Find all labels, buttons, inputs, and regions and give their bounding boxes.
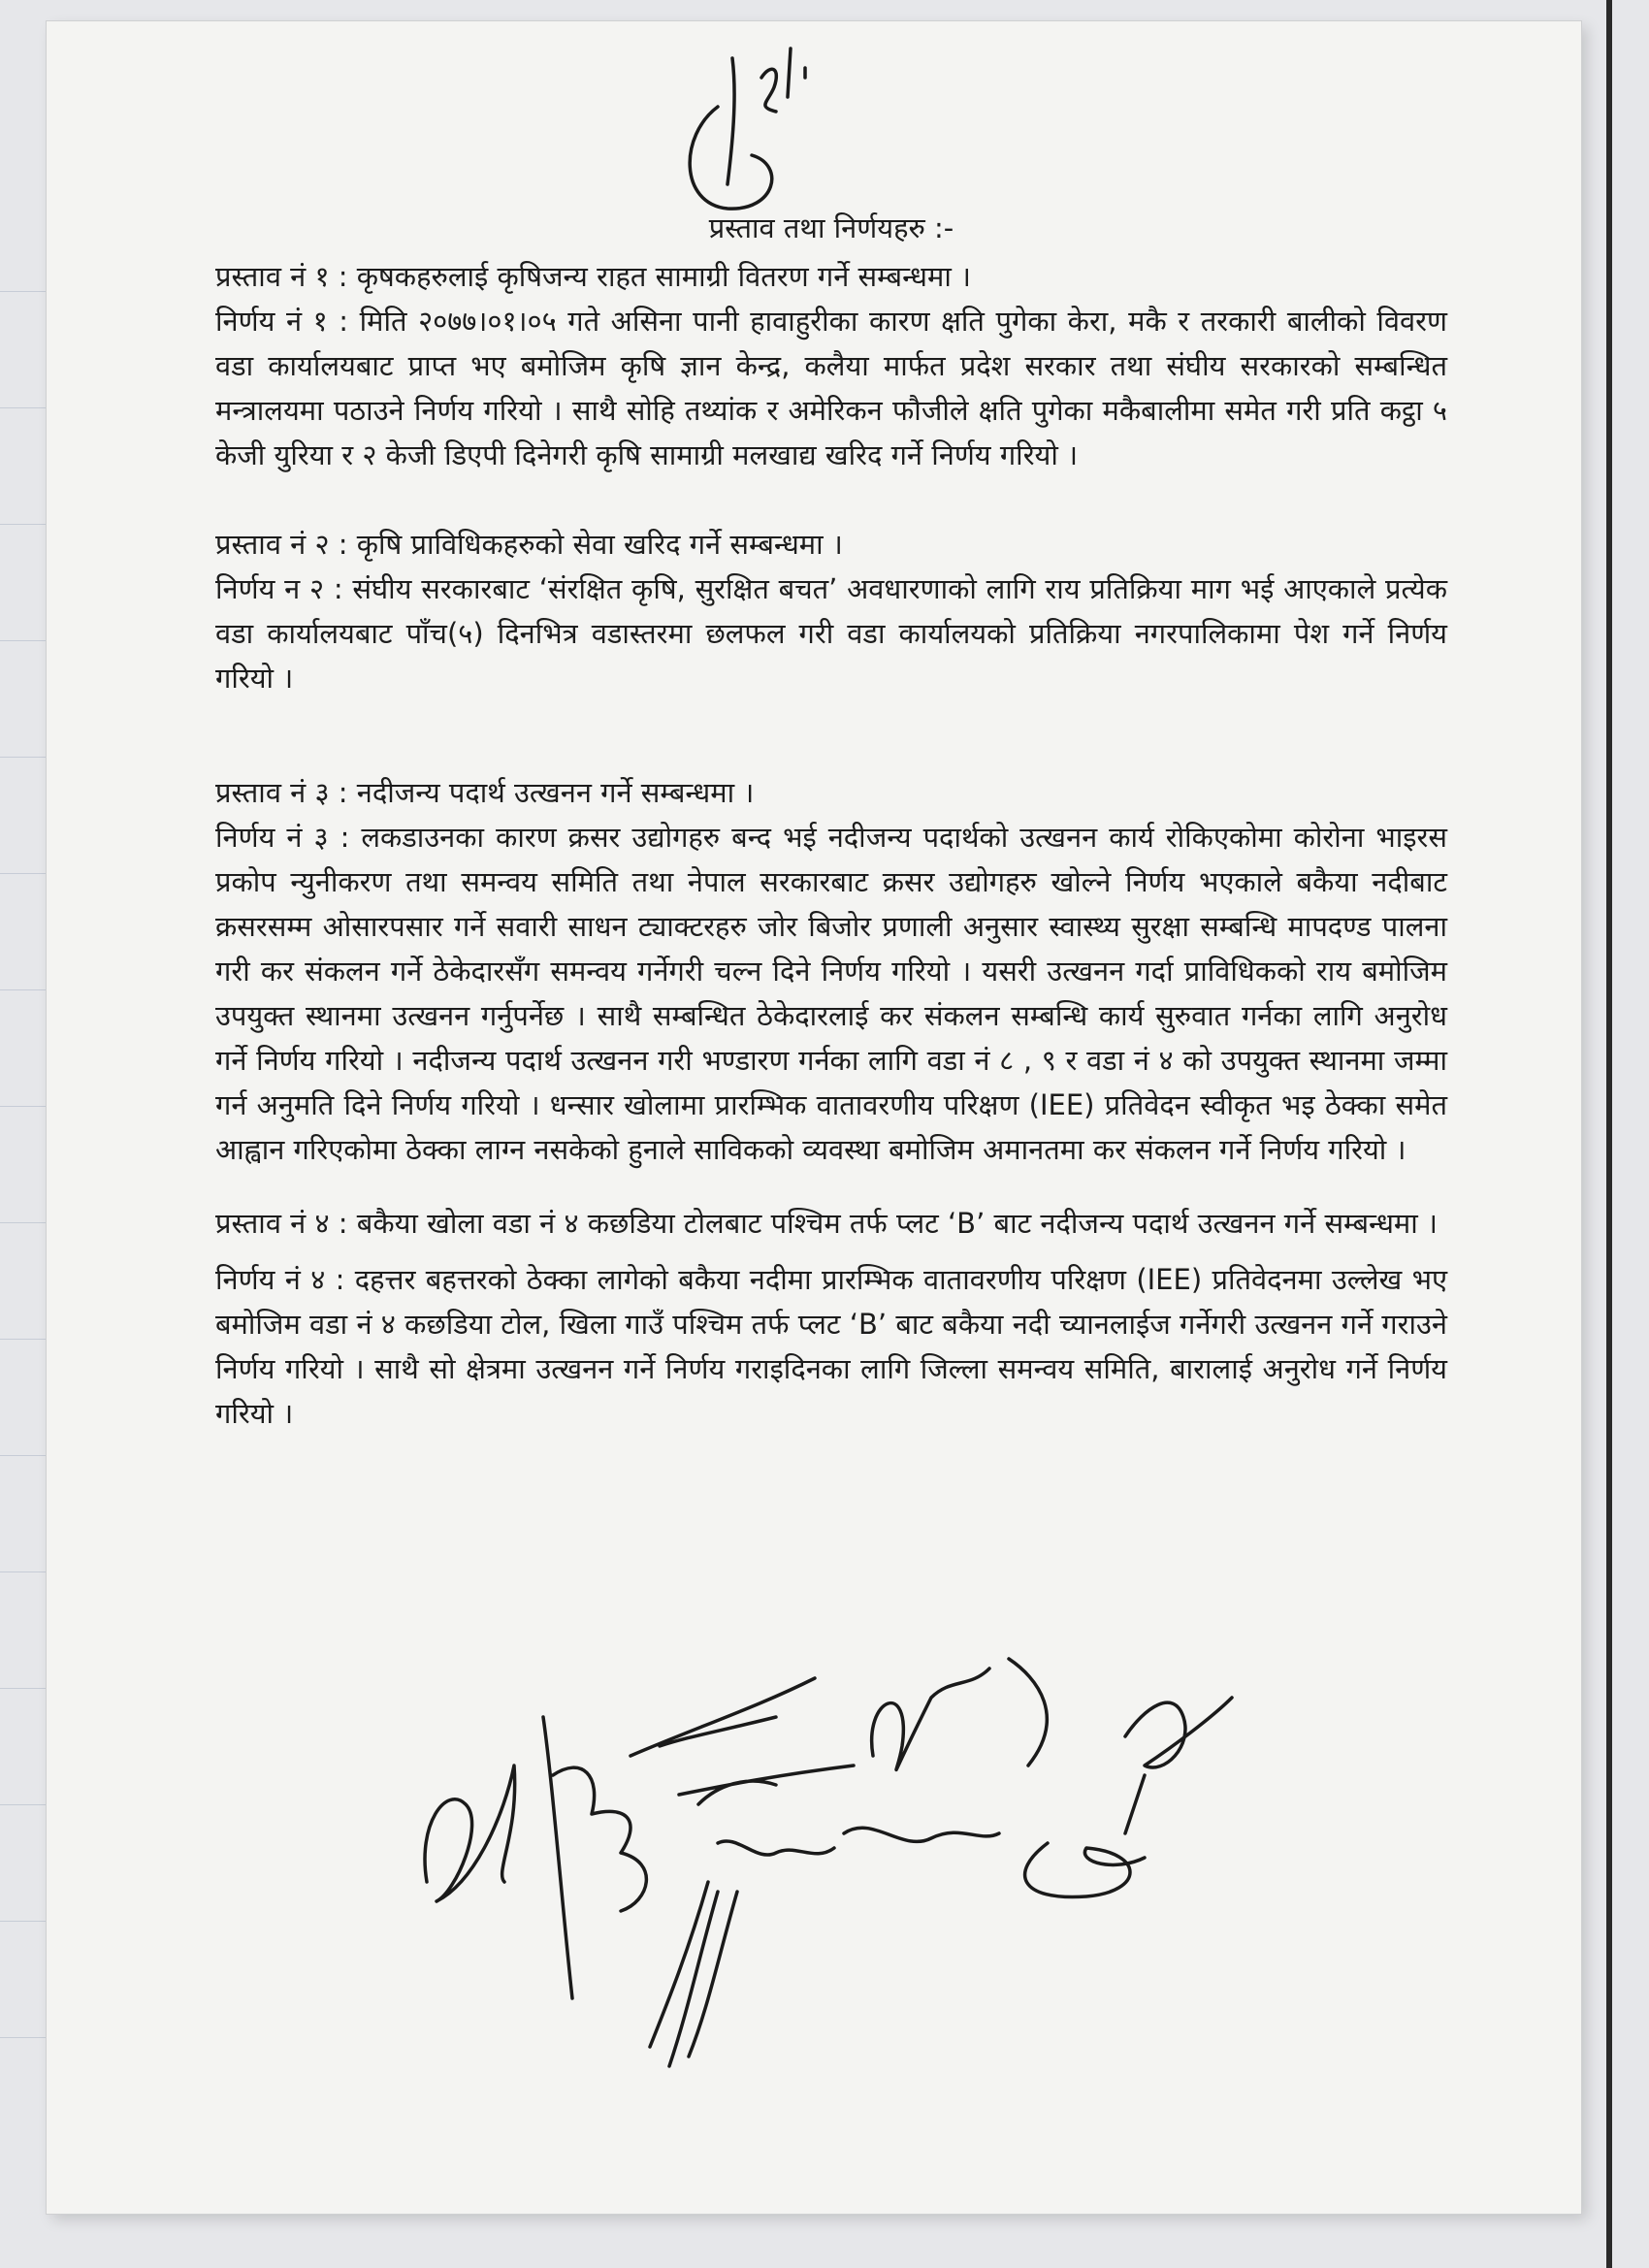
page-edge-line: [1606, 0, 1612, 2268]
proposal-2-title: प्रस्ताव नं २ : कृषि प्राविधिकहरुको सेवा खरिद गर्ने सम्बन्धमा ।: [215, 528, 843, 561]
decision-1-text: निर्णय नं १ : मिति २०७७।०१।०५ गते असिना पानी हावाहुरीका कारण क्षति पुगेका केरा, मकै र तरकारी बालीको विवरण वडा कार्यालयबाट प्राप्त भए बमोजिम कृषि ज्ञान केन्द्र, कलैया मार्फत प्रदेश सरकार तथा संघीय सरकारको सम्बन्धित मन्त्रालयमा पठाउने निर्णय गरियो । साथै सोहि तथ्यांक र अमेरिकन फौजीले क्षति पुगेका मकैबालीमा समेत गरी प्रति कट्ठा ५ केजी युरिया र २ केजी डिएपी दिनेगरी कृषि सामाग्री मलखाद्य खरिद गर्ने निर्णय गरियो ।: [215, 305, 1447, 471]
page-title: प्रस्ताव तथा निर्णयहरु :-: [708, 211, 954, 244]
top-handwritten-mark: [660, 19, 834, 213]
document-body: [215, 206, 1447, 1436]
proposal-1-title: प्रस्ताव नं १ : कृषकहरुलाई कृषिजन्य राहत सामाग्री वितरण गर्ने सम्बन्धमा ।: [215, 260, 972, 293]
signatures-area: [407, 1639, 1474, 2124]
proposal-3-title: प्रस्ताव नं ३ : नदीजन्य पदार्थ उत्खनन गर्ने सम्बन्धमा ।: [215, 776, 755, 809]
proposal-4-title: प्रस्ताव नं ४ : बकैया खोला वडा नं ४ कछडिया टोलबाट पश्चिम तर्फ प्लट ‘B’ बाट नदीजन्य पदार्थ उत्खनन गर्ने सम्बन्धमा ।: [215, 1207, 1438, 1240]
decision-3-text: निर्णय नं ३ : लकडाउनका कारण क्रसर उद्योगहरु बन्द भई नदीजन्य पदार्थको उत्खनन कार्य रोकिएकोमा कोरोना भाइरस प्रकोप न्युनीकरण तथा समन्वय समिति तथा नेपाल सरकारबाट क्रसर उद्योगहरु खोल्ने निर्णय भएकाले बकैया नदीबाट क्रसरसम्म ओसारपसार गर्ने सवारी साधन ट्याक्टरहरु जोर बिजोर प्रणाली अनुसार स्वास्थ्य सुरक्षा सम्बन्धि मापदण्ड पालना गरी कर संकलन गर्ने ठेकेदारसँग समन्वय गर्नेगरी चल्न दिने निर्णय गरियो । यसरी उत्खनन गर्दा प्राविधिकको राय बमोजिम उपयुक्त स्थानमा उत्खनन गर्नुपर्नेछ । साथै सम्बन्धित ठेकेदारलाई कर संकलन सम्बन्धि कार्य सुरुवात गर्नका लागि अनुरोध गर्ने निर्णय गरियो । नदीजन्य पदार्थ उत्खनन गरी भण्डारण गर्नका लागि वडा नं ८ , ९ र वडा नं ४ को उपयुक्त स्थानमा जम्मा गर्न अनुमति दिने निर्णय गरियो । धन्सार खोलामा प्रारम्भिक वातावरणीय परिक्षण (IEE) प्रतिवेदन स्वीकृत भइ ठेक्का समेत आह्वान गरिएकोमा ठेक्का लाग्न नसकेको हुनाले साविकको व्यवस्था बमोजिम अमानतमा कर संकलन गर्ने निर्णय गरियो ।: [215, 821, 1447, 1166]
decision-4-text: निर्णय नं ४ : दहत्तर बहत्तरको ठेक्का लागेको बकैया नदीमा प्रारम्भिक वातावरणीय परिक्षण (IEE) प्रतिवेदनमा उल्लेख भए बमोजिम वडा नं ४ कछडिया टोल, खिला गाउँ पश्चिम तर्फ प्लट ‘B’ बाट बकैया नदी च्यानलाईज गर्नेगरी उत्खनन गर्ने गराउने निर्णय गरियो । साथै सो क्षेत्रमा उत्खनन गर्ने निर्णय गराइदिनका लागि जिल्ला समन्वय समिति, बारालाई अनुरोध गर्ने निर्णय गरियो ।: [215, 1263, 1447, 1430]
decision-2-text: निर्णय न २ : संघीय सरकारबाट ‘संरक्षित कृषि, सुरक्षित बचत’ अवधारणाको लागि राय प्रतिक्रिया माग भई आएकाले प्रत्येक वडा कार्यालयबाट पाँच(५) दिनभित्र वडास्तरमा छलफल गरी वडा कार्यालयको प्रतिक्रिया नगरपालिकामा पेश गर्ने निर्णय गरियो ।: [215, 572, 1447, 695]
